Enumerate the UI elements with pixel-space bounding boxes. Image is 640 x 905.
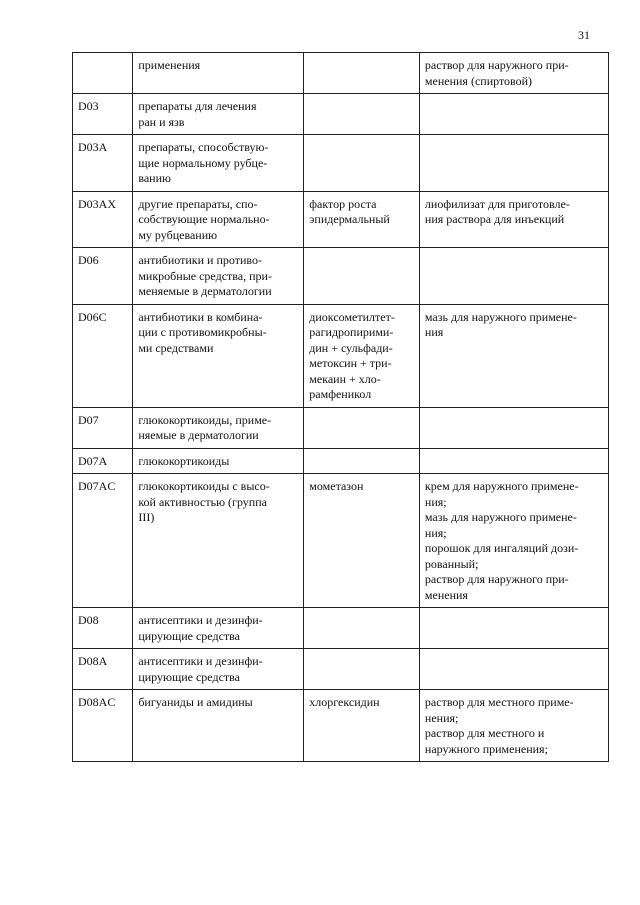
page-number: 31: [578, 28, 590, 42]
cell-text-line: глюкокортикоиды, приме-: [138, 412, 272, 427]
drug-name-cell: [304, 690, 420, 762]
cell-text-line: порошок для ингаляций дози-: [424, 541, 579, 555]
cell-text-line: наружного применения;: [424, 741, 548, 756]
pharmacological-group-cell: [133, 448, 304, 474]
cell-text-line: собствующие нормально-: [138, 212, 270, 226]
atc-code-cell: [73, 690, 133, 762]
cell-text-line: цирующие средства: [138, 669, 240, 684]
cell-text-line: нения;: [424, 710, 459, 725]
cell-text-line: цирующие средства: [138, 628, 240, 643]
atc-code-cell: [73, 304, 133, 407]
cell-text-line: хлоргексидин: [309, 695, 380, 709]
cell-text-line: препараты, способствую-: [138, 140, 269, 154]
cell-text-line: мекаин + хло-: [309, 371, 381, 386]
dosage-form-cell: [419, 608, 608, 649]
pharmacological-group-cell: [133, 608, 304, 649]
cell-text-line: раствор для наружного при-: [424, 572, 569, 586]
cell-text-line: кой активностью (группа: [138, 494, 267, 509]
table-row: [73, 608, 609, 649]
table-row: [73, 304, 609, 407]
drug-classification-table: [72, 52, 609, 762]
cell-text-line: няемые в дерматологии: [138, 428, 259, 442]
table-row: [73, 690, 609, 762]
cell-text-line: раствор для местного и: [424, 726, 545, 740]
cell-text-line: D07: [78, 412, 99, 427]
cell-text-line: фактор роста: [309, 196, 377, 211]
drug-name-cell: [304, 94, 420, 135]
cell-text-line: D03: [78, 99, 99, 113]
cell-text-line: рованный;: [424, 556, 479, 571]
cell-text-line: раствор для наружного при-: [424, 58, 569, 72]
cell-text-line: рамфеникол: [309, 387, 372, 401]
cell-text-line: рагидропирими-: [309, 325, 394, 339]
cell-text-line: ния;: [424, 494, 447, 509]
drug-name-cell: [304, 448, 420, 474]
cell-text-line: щие нормальному рубце-: [138, 155, 268, 170]
table-row: [73, 474, 609, 608]
cell-text-line: мазь для наружного примене-: [424, 309, 577, 324]
table-row: [73, 448, 609, 474]
atc-code-cell: [73, 474, 133, 608]
cell-text-line: D07A: [78, 453, 108, 468]
cell-text-line: лиофилизат для приготовле-: [424, 196, 570, 211]
atc-code-cell: [73, 649, 133, 690]
cell-text-line: антисептики и дезинфи-: [138, 613, 263, 627]
table-row: [73, 94, 609, 135]
table-row: [73, 191, 609, 248]
cell-text-line: менения: [424, 587, 468, 602]
cell-text-line: D08: [78, 613, 99, 627]
dosage-form-cell: [419, 474, 608, 608]
cell-text-line: D06C: [78, 309, 107, 324]
pharmacological-group-cell: [133, 407, 304, 448]
cell-text-line: D03AX: [78, 196, 116, 211]
cell-text-line: глюкокортикоиды с высо-: [138, 479, 270, 493]
drug-name-cell: [304, 608, 420, 649]
pharmacological-group-cell: [133, 248, 304, 305]
cell-text-line: му рубцеванию: [138, 227, 218, 242]
cell-text-line: D08A: [78, 654, 108, 668]
cell-text-line: ния;: [424, 525, 447, 540]
cell-text-line: мометазон: [309, 479, 364, 493]
dosage-form-cell: [419, 94, 608, 135]
cell-text-line: D03A: [78, 140, 108, 154]
atc-code-cell: [73, 448, 133, 474]
cell-text-line: ния раствора для инъекций: [424, 212, 565, 226]
table-row: [73, 407, 609, 448]
cell-text-line: ванию: [138, 171, 171, 185]
atc-code-cell: [73, 191, 133, 248]
dosage-form-cell: [419, 248, 608, 305]
atc-code-cell: [73, 94, 133, 135]
table-row: [73, 53, 609, 94]
drug-name-cell: [304, 304, 420, 407]
dosage-form-cell: [419, 53, 608, 94]
cell-text-line: ции с противомикробны-: [138, 325, 267, 339]
pharmacological-group-cell: [133, 690, 304, 762]
cell-text-line: другие препараты, спо-: [138, 196, 258, 211]
dosage-form-cell: [419, 191, 608, 248]
dosage-form-cell: [419, 448, 608, 474]
cell-text-line: эпидермальный: [309, 212, 390, 226]
cell-text-line: диоксометилтет-: [309, 309, 395, 324]
atc-code-cell: [73, 53, 133, 94]
atc-code-cell: [73, 608, 133, 649]
cell-text-line: метоксин + три-: [309, 356, 392, 370]
cell-text-line: ми средствами: [138, 340, 214, 355]
pharmacological-group-cell: [133, 94, 304, 135]
cell-text-line: III): [138, 510, 155, 524]
dosage-form-cell: [419, 690, 608, 762]
dosage-form-cell: [419, 649, 608, 690]
cell-text-line: меняемые в дерматологии: [138, 284, 272, 298]
cell-text-line: D07AC: [78, 479, 116, 493]
drug-name-cell: [304, 474, 420, 608]
pharmacological-group-cell: [133, 304, 304, 407]
cell-text-line: глюкокортикоиды: [138, 453, 230, 468]
dosage-form-cell: [419, 135, 608, 192]
cell-text-line: крем для наружного примене-: [424, 479, 579, 493]
cell-text-line: микробные средства, при-: [138, 268, 272, 283]
cell-text-line: D06: [78, 253, 99, 267]
cell-text-line: ран и язв: [138, 114, 185, 129]
atc-code-cell: [73, 135, 133, 192]
cell-text-line: мазь для наружного примене-: [424, 510, 577, 524]
pharmacological-group-cell: [133, 53, 304, 94]
cell-text-line: бигуаниды и амидины: [138, 695, 253, 709]
cell-text-line: применения: [138, 58, 201, 72]
table-body: [73, 53, 609, 762]
cell-text-line: дин + сульфади-: [309, 340, 393, 355]
drug-name-cell: [304, 135, 420, 192]
cell-text-line: D08AC: [78, 695, 116, 709]
cell-text-line: антибиотики и противо-: [138, 253, 262, 267]
dosage-form-cell: [419, 407, 608, 448]
table-row: [73, 135, 609, 192]
cell-text-line: менения (спиртовой): [424, 73, 533, 88]
table-row: [73, 649, 609, 690]
atc-code-cell: [73, 248, 133, 305]
cell-text-line: раствор для местного приме-: [424, 695, 574, 709]
dosage-form-cell: [419, 304, 608, 407]
drug-name-cell: [304, 248, 420, 305]
drug-name-cell: [304, 191, 420, 248]
cell-text-line: антисептики и дезинфи-: [138, 654, 263, 668]
cell-text-line: антибиотики в комбина-: [138, 309, 263, 324]
cell-text-line: ния: [424, 325, 444, 339]
pharmacological-group-cell: [133, 135, 304, 192]
drug-name-cell: [304, 407, 420, 448]
table-row: [73, 248, 609, 305]
atc-code-cell: [73, 407, 133, 448]
pharmacological-group-cell: [133, 649, 304, 690]
cell-text-line: препараты для лечения: [138, 99, 257, 113]
pharmacological-group-cell: [133, 191, 304, 248]
drug-name-cell: [304, 649, 420, 690]
pharmacological-group-cell: [133, 474, 304, 608]
drug-name-cell: [304, 53, 420, 94]
